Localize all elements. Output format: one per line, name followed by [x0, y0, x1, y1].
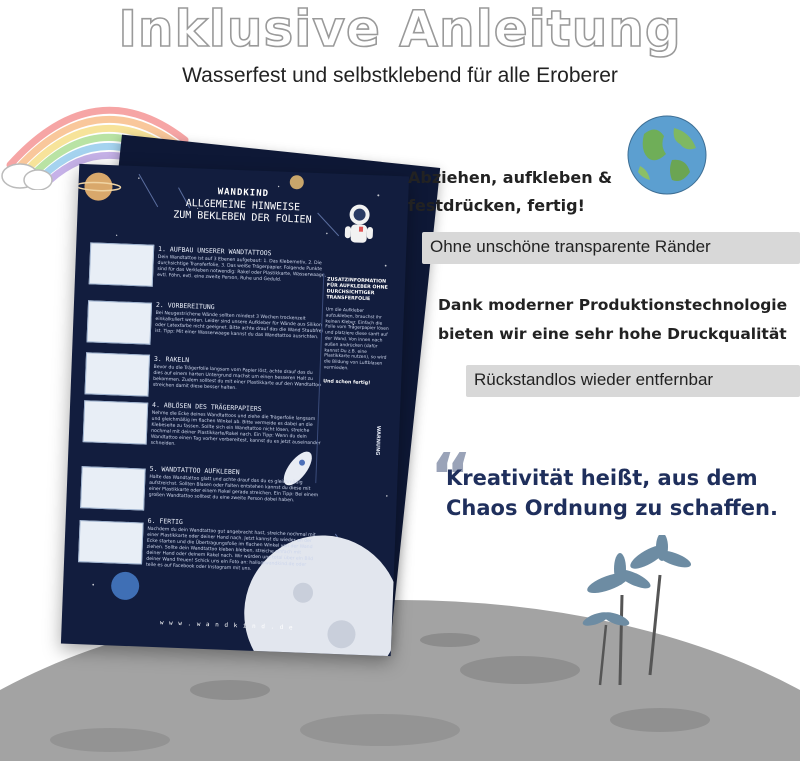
poster-footer-url: w w w . w a n d k i n d . d e: [159, 619, 294, 632]
step-2-title: 2. VORBEREITUNG: [155, 300, 215, 312]
side-info-text: Um die Aufkleber aufzukleben, brauchst ihr keinen Kleber. Einfach die Folie vom Trägerpapier lösen und platziere diese sanft auf der Wand. Von innen nach außen andrücken (dafür kannst Du z.B. eine Plastikkarte nutzen), so wird die Bildung von Luftblasen vermieden.: [323, 307, 389, 372]
side-info-end: Und schon fertig!: [323, 379, 371, 387]
quote-mark: “: [430, 441, 473, 515]
step-3-image: [84, 352, 150, 396]
page-title: Inklusive Anleitung: [118, 0, 682, 58]
step-3-title: 3. RAKELN: [153, 354, 190, 365]
warning-label: WARNUNG: [374, 425, 382, 456]
poster-brand: WANDKIND: [217, 187, 270, 200]
poster-heading-line2: ZUM BEKLEBEN DER FOLIEN: [172, 209, 312, 226]
side-info-heading: ZUSATZINFORMATION FÜR AUFKLEBER OHNE DURCHSICHTIGER TRANSFERFOLIE: [326, 277, 388, 303]
step-1-image: [89, 242, 155, 286]
earth-globe-illustration: [626, 114, 708, 196]
quote-line2: Chaos Ordnung zu schaffen.: [446, 496, 778, 520]
feature-bar-borders: [422, 232, 800, 264]
step-1-text: Dein Wandtattoo ist auf 3 Ebenen aufgebaut: 1. Das Klebemotiv, 2. Die durchsichtige Transferfolie, 3. Das weiße Trägerpapier. Folgende Punkte sind für das Verkleben notwendig: Rakel oder Plastikkarte, Wasserwaage, evtl. Föhn, evtl. eine zweite Person, Ruhe und Geduld.: [157, 254, 327, 283]
step-1-title: 1. AUFBAU UNSERER WANDTATTOOS: [157, 244, 272, 258]
feature-headline-line2: festdrücken, fertig!: [408, 196, 585, 215]
step-6-title: 6. FERTIG: [147, 516, 184, 527]
feature-bar-borders-text: Ohne unschöne transparente Ränder: [430, 237, 711, 256]
step-5-image: [80, 466, 146, 510]
step-4-title: 4. ABLÖSEN DES TRÄGERPAPIERS: [151, 400, 262, 414]
palm-trees-illustration: [560, 535, 700, 695]
step-2-image: [86, 300, 152, 344]
feature-headline-line1: Abziehen, aufkleben &: [408, 168, 613, 187]
feature-bar-removable: [466, 365, 800, 397]
step-4-image: [83, 400, 149, 444]
step-6-text: Nachdem du dein Wandtattoo gut angebracht hast, streiche nochmal mit einer Plastikkarte oder deiner Hand nach. Jetzt kannst du wieder an der Ecke starten und die Übertragungsfolie im flachen Winkel von der Wand ziehen. Sollte dein Wandtattoo kleben bleiben, streiche einfach mit deiner Hand oder deinem Rakel nach. Wir würden uns total über ein Bild deiner Wand freuen! Schick uns ein Foto an: hallo@wandkind.de oder teile es auf Facebook oder Instagram mit uns.: [145, 526, 316, 572]
instruction-sheet: [61, 164, 409, 656]
step-6-image: [78, 520, 144, 564]
feature-quality-line1: Dank moderner Produktionstechnologie: [438, 296, 788, 314]
step-5-text: Halte das Wandtattoo glatt und achte drauf das du es gleichmäßig aufstreichst. Sollten Blasen oder Falten entstehen kannst du diese mit einer Plastikkarte oder einem Rakel gerade streichen. Ein Tipp: Bei einem großen Wandtattoo solltest du eine zweite Person dabei haben.: [148, 474, 319, 504]
step-2-text: Bei Neugestrichene Wände sollten mindest 3 Wochen trockenzeit einkalkuliert werden. Leider sind unsere Aufkleber für Wände aus Silikon oder Latexfarbe nicht geeignet. Bitte achte drauf das die Wand Staubfrei ist. Tipp: Mit einer Wasserwaage kannst du das Wandtattoo ausrichten.: [154, 310, 323, 341]
quote-line1: Kreativität heißt, aus dem: [446, 466, 758, 490]
poster-heading-line1: ALLGEMEINE HINWEISE: [185, 197, 301, 214]
feature-bar-removable-text: Rückstandlos wieder entfernbar: [474, 370, 714, 389]
step-5-title: 5. WANDTATTOO AUFKLEBEN: [149, 464, 240, 477]
step-3-text: Bevor du die Trägerfolie langsam vom Papier löst, achte drauf das du dies auf einem harten Untergrund machst um einen besseren Halt zu bekommen. Zudem solltest du mit einer Plastikkarte auf den Wandtattoo streichen damit diese besser halten.: [152, 364, 322, 392]
step-4-text: Nehme die Ecke deines Wandtattoos und ziehe die Trägerfolie langsam und gleichmäßig im flachen Winkel ab. Bitte vermeide es dabei an die Klebeseite zu fassen. Sollte sich ein Wandtattoo nicht lösen, streiche nochmal mit deiner Plastikkarte/Rakel nach. Ein Tipp: Wenn du dein Wandtattoo einen Tag vorher vorbereitest, kannst du es jetzt auseinander schneiden.: [150, 410, 321, 447]
feature-quality-line2: bieten wir eine sehr hohe Druckqualität: [438, 325, 787, 343]
page-subtitle: Wasserfest und selbstklebend für alle Eroberer: [182, 64, 618, 87]
